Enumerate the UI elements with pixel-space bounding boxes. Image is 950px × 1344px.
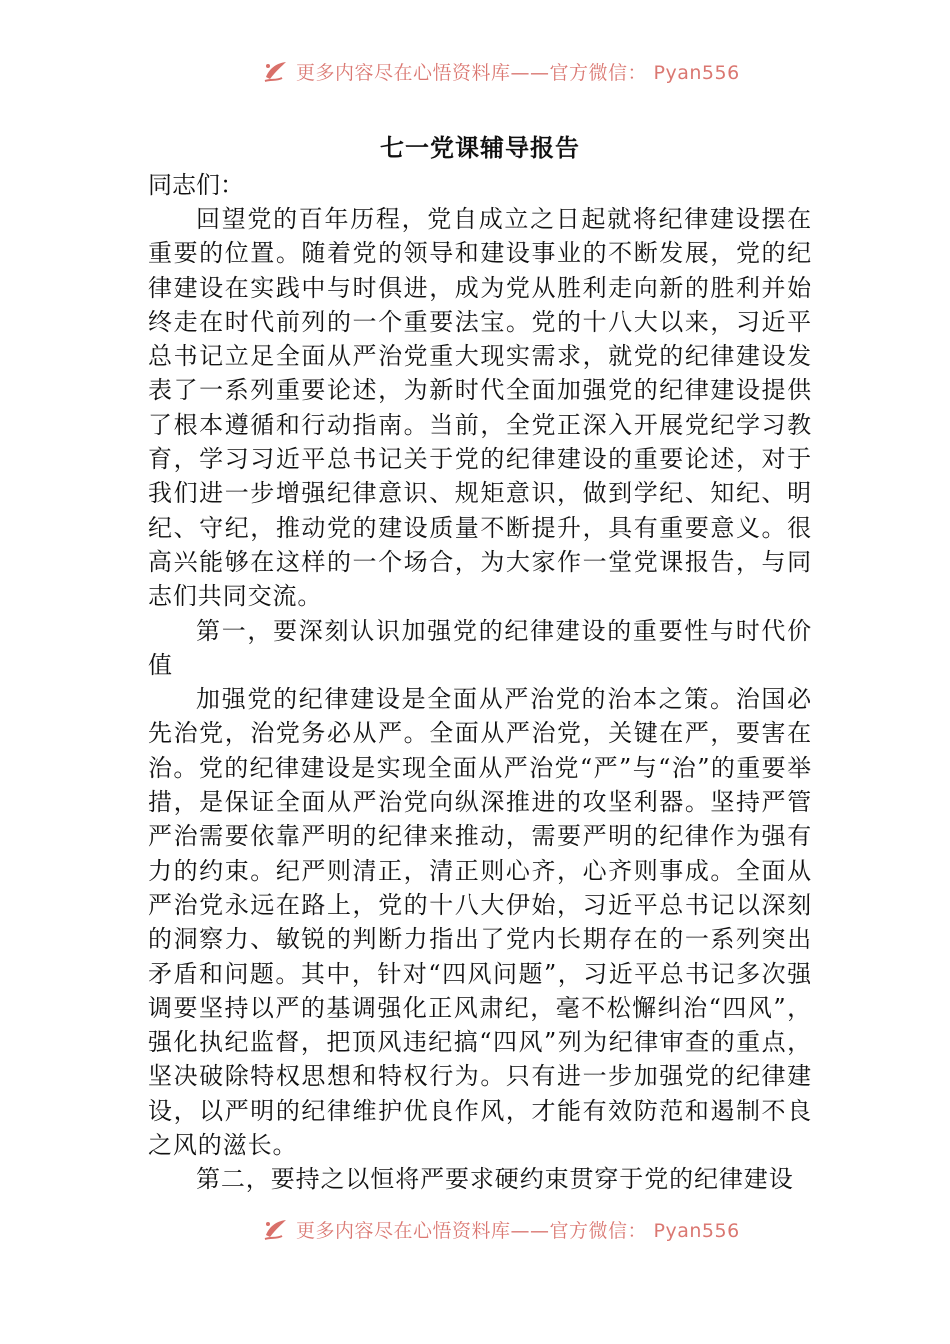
header-watermark	[262, 54, 782, 88]
footer-watermark	[262, 1212, 782, 1246]
section-heading-1: 第一，要深刻认识加强党的纪律建设的重要性与时代价值	[148, 616, 812, 679]
document-body	[148, 128, 812, 1197]
pen-logo-icon	[262, 1215, 290, 1243]
section-heading-2: 第二，要持之以恒将严要求硬约束贯穿于党的纪律建设	[196, 1165, 794, 1194]
page-title: 七一党课辅导报告	[380, 133, 580, 162]
paragraph-section-1: 加强党的纪律建设是全面从严治党的治本之策。治国必先治党，治党务必从严。全面从严治党，关键在严，要害在治。党的纪律建设是实现全面从严治党“严”与“治”的重要举措，是保证全面从严治党向纵深推进的攻坚利器。坚持严管严治需要依靠严明的纪律来推动，需要严明的纪律作为强有力的约束。纪严则清正，清正则心齐，心齐则事成。全面从严治党永远在路上，党的十八大伊始，习近平总书记以深刻的洞察力、敏锐的判断力指出了党内长期存在的一系列突出矛盾和问题。其中，针对“四风问题”，习近平总书记多次强调要坚持以严的基调强化正风肃纪，毫不松懈纠治“四风”，强化执纪监督，把顶风违纪搞“四风”列为纪律审查的重点，坚决破除特权思想和特权行为。只有进一步加强党的纪律建设，以严明的纪律维护优良作风，才能有效防范和遏制不良之风的滋长。	[148, 685, 812, 1160]
pen-logo-icon	[262, 57, 290, 85]
watermark-text: 更多内容尽在心悟资料库——官方微信： Pyan556	[296, 1219, 740, 1242]
salutation: 同志们：	[148, 171, 244, 199]
watermark-text: 更多内容尽在心悟资料库——官方微信： Pyan556	[296, 61, 740, 84]
paragraph-intro: 回望党的百年历程，党自成立之日起就将纪律建设摆在重要的位置。随着党的领导和建设事业的不断发展，党的纪律建设在实践中与时俱进，成为党从胜利走向新的胜利并始终走在时代前列的一个重要法宝。党的十八大以来，习近平总书记立足全面从严治党重大现实需求，就党的纪律建设发表了一系列重要论述，为新时代全面加强党的纪律建设提供了根本遵循和行动指南。当前，全党正深入开展党纪学习教育，学习习近平总书记关于党的纪律建设的重要论述，对于我们进一步增强纪律意识、规矩意识，做到学纪、知纪、明纪、守纪，推动党的建设质量不断提升，具有重要意义。很高兴能够在这样的一个场合，为大家作一堂党课报告，与同志们共同交流。	[148, 205, 812, 611]
